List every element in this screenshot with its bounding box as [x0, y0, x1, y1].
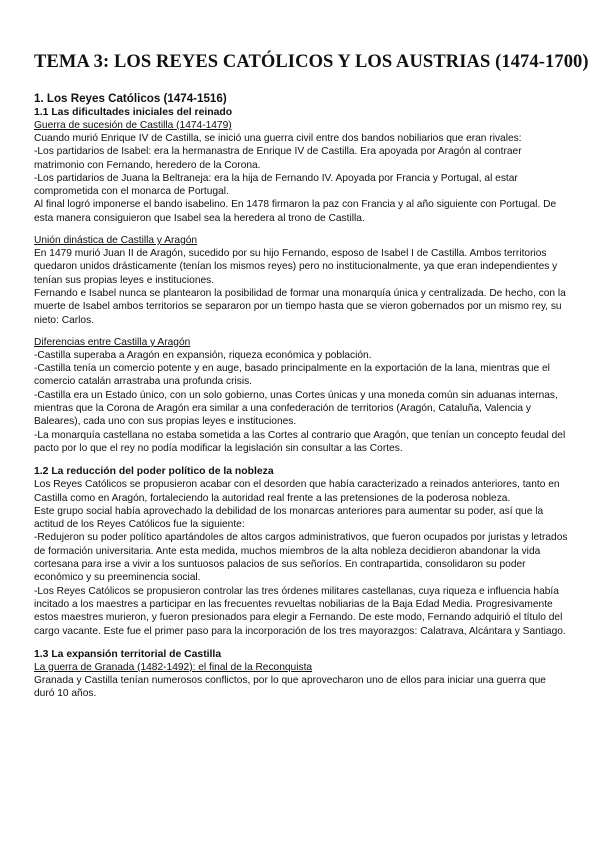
topic-title-union-dinastica: Unión dinástica de Castilla y Aragón [34, 235, 198, 247]
section-heading-1: 1. Los Reyes Católicos (1474-1516) [34, 92, 227, 105]
paragraph: -Castilla era un Estado único, con un solo gobierno, unas Cortes únicas y una moneda común sin aduanas internas, mientras que la Corona de Aragón era similar a una confederación de territorios (Aragón, Cataluña, Valencia y Baleares), cada uno con sus propias leyes e instituciones. [34, 389, 558, 428]
document-title: TEMA 3: LOS REYES CATÓLICOS Y LOS AUSTRIAS (1474-1700) [34, 52, 589, 72]
paragraph: -Los partidarios de Isabel: era la hermanastra de Enrique IV de Castilla. Era apoyada por Aragón al contraer matrimonio con Fernando, heredero de la Corona. [34, 146, 522, 171]
paragraph: Los Reyes Católicos se propusieron acabar con el desorden que había caracterizado a reinados anteriores, tanto en Castilla como en Aragón, fortaleciendo la autoridad real frente a las pretensiones de la poderosa nobleza. [34, 479, 560, 504]
paragraph: -Castilla superaba a Aragón en expansión, riqueza económica y población. [34, 349, 372, 361]
paragraph: -Los Reyes Católicos se propusieron controlar las tres órdenes militares castellanas, cuya riqueza e influencia había incitado a los maestres a participar en las frecuentes revueltas nobiliarias de la Baja Edad Media. Progresivamente estos maestres murieron, y fueron presionados para elegir a Fernando. De este modo, Fernando adquirió el título del cargo vacante. Este fue el primer paso para la incorporación de los tres mayorazgos: Calatrava, Alcántara y Santiago. [34, 585, 566, 637]
topic-title-diferencias: Diferencias entre Castilla y Aragón [34, 336, 191, 348]
paragraph: Fernando e Isabel nunca se plantearon la posibilidad de formar una monarquía única y centralizada. De hecho, con la muerte de Isabel ambos territorios se separaron por un tiempo hasta que se vieron gobernados por un mismo rey, su nieto: Carlos. [34, 287, 566, 326]
paragraph: En 1479 murió Juan II de Aragón, sucedido por su hijo Fernando, esposo de Isabel I de Castilla. Ambos territorios quedaron unidos drásticamente (tenían los mismos reyes) pero no institucionalmente, ya que eran independientes y tenían sus propias leyes e instituciones. [34, 248, 558, 286]
subsection-heading-1-1: 1.1 Las dificultades iniciales del reinado [34, 107, 233, 118]
subsection-heading-1-2: 1.2 La reducción del poder político de la nobleza [34, 466, 274, 478]
paragraph: -Redujeron su poder político apartándoles de altos cargos administrativos, que fueron ocupados por juristas y letrados de formación universitaria. Ante esta medida, muchos miembros de la alta nobleza decidieron abandonar la vida cortesana para irse a vivir a los suntuosos palacios de sus señoríos. En contrapartida, consolidaron su poder económico y su preeminencia social. [34, 532, 568, 584]
subsection-heading-1-3: 1.3 La expansión territorial de Castilla [34, 648, 222, 660]
topic-title-guerra-sucesion: Guerra de sucesión de Castilla (1474-1479) [34, 120, 232, 131]
paragraph: -La monarquía castellana no estaba sometida a las Cortes al contrario que Aragón, que tenían un concepto feudal del pacto por lo que el rey no podía modificar la legislación sin consultar a las Cortes. [34, 429, 566, 454]
paragraph: -Los partidarios de Juana la Beltraneja: era la hija de Fernando IV. Apoyada por Francia y Portugal, al estar comprometida con el monarca de Portugal. [34, 172, 518, 198]
paragraph: Cuando murió Enrique IV de Castilla, se inició una guerra civil entre dos bandos nobiliarios que eran rivales: [34, 133, 522, 144]
topic-title-guerra-granada: La guerra de Granada (1482-1492): el final de la Reconquista [34, 661, 313, 673]
paragraph: Granada y Castilla tenían numerosos conflictos, por lo que aprovecharon uno de ellos para iniciar una guerra que duró 10 años. [34, 674, 546, 700]
paragraph: -Castilla tenía un comercio potente y en auge, basado principalmente en la exportación de la lana, mientras que el comercio catalán arrastraba una profunda crisis. [34, 363, 550, 388]
paragraph: Al final logró imponerse el bando isabelino. En 1478 firmaron la paz con Francia y al año siguiente con Portugal. De esta manera consiguieron que Isabel sea la heredera al trono de Castilla. [34, 199, 557, 224]
paragraph: Este grupo social había aprovechado la debilidad de los monarcas anteriores para aumentar su poder, así que la actitud de los Reyes Católicos fue la siguiente: [34, 505, 544, 531]
